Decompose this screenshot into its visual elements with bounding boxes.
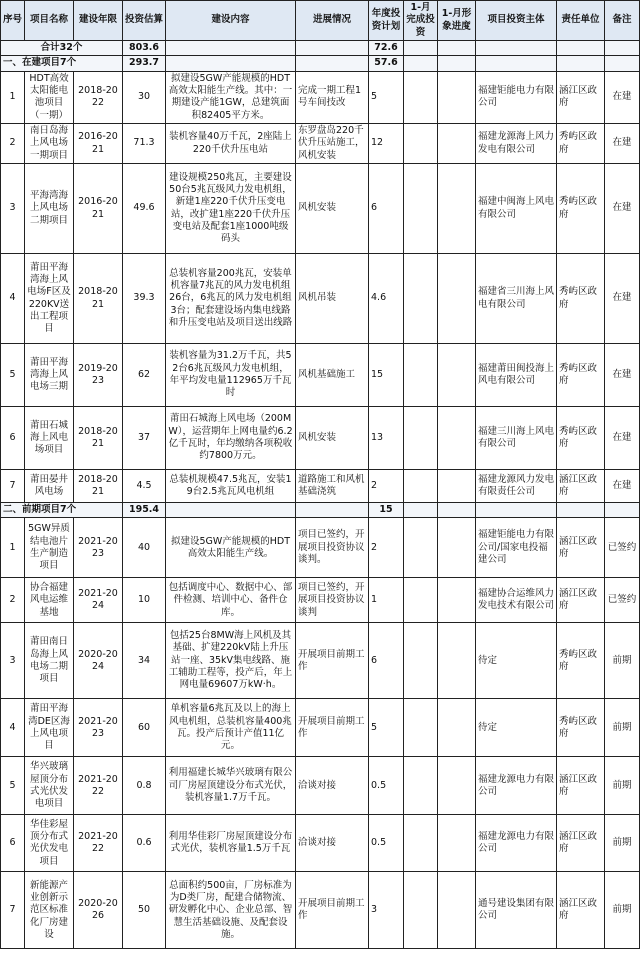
section-invest: 195.4: [123, 503, 166, 518]
section-invest: 293.7: [123, 56, 166, 71]
cell-unit: 涵江区政府: [557, 470, 605, 503]
header-done: 1-月完成投资: [404, 1, 438, 41]
cell-image: [438, 124, 476, 164]
table-row: [1, 872, 640, 949]
cell-done: [404, 254, 438, 344]
cell-done: [404, 344, 438, 407]
table-row: [1, 164, 640, 254]
cell-progress: 东罗盘岛220千伏升压站施工，风机安装: [296, 124, 369, 164]
cell-owner: 福建协合运维风力发电技术有限公司: [476, 578, 557, 623]
cell-image: [438, 872, 476, 949]
header-note: 备注: [605, 1, 640, 41]
header-unit: 责任单位: [557, 1, 605, 41]
cell-name: 莆田南日岛海上风电场二期项目: [25, 623, 74, 699]
cell-done: [404, 518, 438, 578]
cell-invest: 60: [123, 699, 166, 757]
header-seq: 序号: [1, 1, 25, 41]
cell-name: 莆田晏井风电场: [25, 470, 74, 503]
header-owner: 项目投资主体: [476, 1, 557, 41]
cell-unit: 涵江区政府: [557, 757, 605, 815]
cell-years: 2016-2021: [74, 124, 123, 164]
table-row: [1, 518, 640, 578]
cell-unit: 秀屿区政府: [557, 699, 605, 757]
cell-name: 协合福建风电运维基地: [25, 578, 74, 623]
cell-image: [438, 757, 476, 815]
table-row: [1, 407, 640, 470]
cell-done: [404, 164, 438, 254]
cell-unit: 秀屿区政府: [557, 623, 605, 699]
cell-invest: 49.6: [123, 164, 166, 254]
table-row: [1, 757, 640, 815]
cell-content: 拟建设5GW产能规模的HDT高效太阳能生产线。其中：一期建设产能1GW，总建筑面积82405平方米。: [166, 71, 296, 123]
cell-years: 2021-2024: [74, 578, 123, 623]
table-row: [1, 699, 640, 757]
cell-image: [438, 164, 476, 254]
section-row: [1, 503, 640, 518]
cell-progress: 风机安装: [296, 164, 369, 254]
cell-owner: 福建钜能电力有限公司/国家电投福建公司: [476, 518, 557, 578]
cell-content: 总面积约500亩，厂房标准为为D类厂房，配建合储物流、研发孵化中心、企业总部、智慧生活基础设施、及配套设施。: [166, 872, 296, 949]
cell-content: 单机容量6兆瓦及以上的海上风电机组，总装机容量400兆瓦。投产后预计产值11亿元。: [166, 699, 296, 757]
cell-progress: 项目已签约，开展项目投资协议谈判。: [296, 518, 369, 578]
header-progress: 进展情况: [296, 1, 369, 41]
table-row: [1, 124, 640, 164]
table-row: [1, 815, 640, 872]
cell-progress: 开展项目前期工作: [296, 699, 369, 757]
cell-name: 莆田石城海上风电场项目: [25, 407, 74, 470]
cell-content: 总装机规模47.5兆瓦，安装19台2.5兆瓦风电机组: [166, 470, 296, 503]
cell-years: 2020-2026: [74, 872, 123, 949]
cell-plan: 4.6: [369, 254, 404, 344]
cell-done: [404, 815, 438, 872]
cell-plan: 2: [369, 470, 404, 503]
cell-plan: 2: [369, 518, 404, 578]
cell-years: 2016-2021: [74, 164, 123, 254]
cell-invest: 40: [123, 518, 166, 578]
cell-content: 利用福建长城华兴玻璃有限公司厂房屋顶建设分布式光伏，装机容量1.7万千瓦。: [166, 757, 296, 815]
cell-name: 华佳彩屋顶分布式光伏发电项目: [25, 815, 74, 872]
cell-unit: 涵江区政府: [557, 578, 605, 623]
cell-owner: 福建三川海上风电有限公司: [476, 407, 557, 470]
total-plan: 72.6: [369, 41, 404, 56]
cell-invest: 39.3: [123, 254, 166, 344]
cell-years: 2018-2021: [74, 254, 123, 344]
cell-owner: 福建龙源海上风力发电有限公司: [476, 124, 557, 164]
cell-name: 莆田平海湾DE区海上风电项目: [25, 699, 74, 757]
section-label: 一、在建项目7个: [1, 56, 123, 71]
cell-image: [438, 623, 476, 699]
cell-note: 前期: [605, 623, 640, 699]
cell-note: 前期: [605, 872, 640, 949]
cell-note: 在建: [605, 254, 640, 344]
total-invest: 803.6: [123, 41, 166, 56]
cell-seq: 7: [1, 470, 25, 503]
cell-seq: 1: [1, 518, 25, 578]
cell-unit: 涵江区政府: [557, 518, 605, 578]
table-row: [1, 254, 640, 344]
cell-content: 包括调度中心、数据中心、部件检测、培训中心、备件仓库。: [166, 578, 296, 623]
cell-seq: 2: [1, 124, 25, 164]
cell-plan: 6: [369, 623, 404, 699]
cell-progress: 风机吊装: [296, 254, 369, 344]
cell-invest: 0.6: [123, 815, 166, 872]
cell-done: [404, 407, 438, 470]
cell-done: [404, 757, 438, 815]
header-image: 1-月形象进度: [438, 1, 476, 41]
cell-years: 2021-2022: [74, 757, 123, 815]
cell-invest: 37: [123, 407, 166, 470]
cell-image: [438, 344, 476, 407]
cell-owner: 福建莆田闽投海上风电有限公司: [476, 344, 557, 407]
cell-invest: 71.3: [123, 124, 166, 164]
cell-unit: 涵江区政府: [557, 71, 605, 123]
cell-done: [404, 578, 438, 623]
cell-note: 在建: [605, 344, 640, 407]
cell-years: 2021-2022: [74, 815, 123, 872]
header-content: 建设内容: [166, 1, 296, 41]
cell-invest: 30: [123, 71, 166, 123]
cell-unit: 秀屿区政府: [557, 254, 605, 344]
cell-invest: 0.8: [123, 757, 166, 815]
cell-name: 5GW异质结电池片生产制造项目: [25, 518, 74, 578]
cell-years: 2018-2021: [74, 407, 123, 470]
cell-seq: 7: [1, 872, 25, 949]
cell-progress: 完成一期工程1号车间技改: [296, 71, 369, 123]
cell-invest: 50: [123, 872, 166, 949]
cell-note: 在建: [605, 470, 640, 503]
cell-content: 建设规模250兆瓦，主要建设50台5兆瓦级风力发电机组，新建1座220千伏升压变电站，改扩建1座220千伏升压变电站及配套1座1000吨级码头: [166, 164, 296, 254]
cell-image: [438, 407, 476, 470]
cell-done: [404, 71, 438, 123]
cell-content: 总装机容量200兆瓦，安装单机容量7兆瓦的风力发电机组26台，6兆瓦的风力发电机组3台；配套建设场内集电线路和升压变电站及项目送出线路: [166, 254, 296, 344]
cell-progress: 洽谈对接: [296, 757, 369, 815]
cell-invest: 4.5: [123, 470, 166, 503]
cell-years: 2021-2023: [74, 518, 123, 578]
cell-note: 在建: [605, 124, 640, 164]
cell-owner: 待定: [476, 623, 557, 699]
cell-unit: 秀屿区政府: [557, 407, 605, 470]
cell-image: [438, 815, 476, 872]
cell-progress: 开展项目前期工作: [296, 872, 369, 949]
cell-owner: 福建龙源电力有限公司: [476, 757, 557, 815]
cell-content: 利用华佳彩厂房屋顶建设分布式光伏，装机容量1.5万千瓦: [166, 815, 296, 872]
cell-seq: 3: [1, 623, 25, 699]
cell-seq: 5: [1, 344, 25, 407]
cell-owner: 福建钜能电力有限公司: [476, 71, 557, 123]
cell-unit: 涵江区政府: [557, 815, 605, 872]
cell-seq: 1: [1, 71, 25, 123]
cell-progress: 道路施工和风机基础浇筑: [296, 470, 369, 503]
cell-image: [438, 578, 476, 623]
cell-seq: 4: [1, 699, 25, 757]
cell-progress: 风机基础施工: [296, 344, 369, 407]
table-row: [1, 578, 640, 623]
cell-owner: 福建省三川海上风电有限公司: [476, 254, 557, 344]
cell-seq: 2: [1, 578, 25, 623]
cell-plan: 0.5: [369, 757, 404, 815]
cell-name: 莆田平海湾海上风电场F区及220KV送出工程项目: [25, 254, 74, 344]
cell-years: 2020-2024: [74, 623, 123, 699]
cell-invest: 34: [123, 623, 166, 699]
cell-seq: 6: [1, 407, 25, 470]
cell-plan: 3: [369, 872, 404, 949]
header-invest: 投资估算: [123, 1, 166, 41]
cell-content: 装机容量40万千瓦，2座陆上220千伏升压电站: [166, 124, 296, 164]
table-row: [1, 344, 640, 407]
cell-content: 莆田石城海上风电场（200MW），运营期年上网电量约6.2亿千瓦时，年均缴纳各项税收约7800万元。: [166, 407, 296, 470]
cell-progress: 项目已签约，开展项目投资协议谈判: [296, 578, 369, 623]
cell-done: [404, 124, 438, 164]
table-row: [1, 71, 640, 123]
cell-content: 拟建设5GW产能规模的HDT高效太阳能生产线。: [166, 518, 296, 578]
cell-name: 南日岛海上风电场一期项目: [25, 124, 74, 164]
cell-name: 华兴玻璃屋顶分布式光伏发电项目: [25, 757, 74, 815]
cell-unit: 秀屿区政府: [557, 124, 605, 164]
header-years: 建设年限: [74, 1, 123, 41]
cell-plan: 15: [369, 344, 404, 407]
cell-note: 已签约: [605, 518, 640, 578]
cell-done: [404, 470, 438, 503]
cell-unit: 秀屿区政府: [557, 344, 605, 407]
cell-note: 在建: [605, 407, 640, 470]
cell-plan: 12: [369, 124, 404, 164]
section-row: [1, 56, 640, 71]
cell-progress: 风机安装: [296, 407, 369, 470]
cell-plan: 5: [369, 699, 404, 757]
cell-owner: 通号建设集团有限公司: [476, 872, 557, 949]
cell-image: [438, 71, 476, 123]
cell-years: 2018-2021: [74, 470, 123, 503]
cell-seq: 5: [1, 757, 25, 815]
cell-seq: 3: [1, 164, 25, 254]
cell-name: 平海湾海上风电场二期项目: [25, 164, 74, 254]
cell-note: 在建: [605, 71, 640, 123]
cell-years: 2018-2022: [74, 71, 123, 123]
cell-owner: 福建龙源风力发电有限责任公司: [476, 470, 557, 503]
cell-image: [438, 254, 476, 344]
cell-plan: 1: [369, 578, 404, 623]
cell-unit: 涵江区政府: [557, 872, 605, 949]
cell-done: [404, 872, 438, 949]
section-label: 二、前期项目7个: [1, 503, 123, 518]
cell-progress: 洽谈对接: [296, 815, 369, 872]
cell-invest: 10: [123, 578, 166, 623]
cell-note: 前期: [605, 815, 640, 872]
cell-done: [404, 623, 438, 699]
cell-name: 新能源产业创新示范区标准化厂房建设: [25, 872, 74, 949]
cell-plan: 6: [369, 164, 404, 254]
total-label: 合计32个: [1, 41, 123, 56]
cell-content: 包括25台8MW海上风机及其基础、扩建220kV陆上升压站一座、35kV集电线路、施工辅助工程等，投产后，年上网电量69607万kW·h。: [166, 623, 296, 699]
cell-invest: 62: [123, 344, 166, 407]
cell-content: 装机容量为31.2万千瓦，共52台6兆瓦级风力发电机组，年平均发电量112965万千瓦时: [166, 344, 296, 407]
cell-years: 2019-2023: [74, 344, 123, 407]
header-plan: 年度投资计划: [369, 1, 404, 41]
cell-note: 在建: [605, 164, 640, 254]
cell-done: [404, 699, 438, 757]
section-plan: 57.6: [369, 56, 404, 71]
cell-plan: 0.5: [369, 815, 404, 872]
cell-progress: 开展项目前期工作: [296, 623, 369, 699]
cell-note: 已签约: [605, 578, 640, 623]
header-name: 项目名称: [25, 1, 74, 41]
cell-years: 2021-2023: [74, 699, 123, 757]
cell-seq: 4: [1, 254, 25, 344]
cell-note: 前期: [605, 699, 640, 757]
cell-plan: 13: [369, 407, 404, 470]
header-row: [1, 1, 640, 41]
cell-plan: 5: [369, 71, 404, 123]
total-row: [1, 41, 640, 56]
cell-owner: 待定: [476, 699, 557, 757]
section-plan: 15: [369, 503, 404, 518]
cell-image: [438, 699, 476, 757]
cell-name: 莆田平海湾海上风电场三期: [25, 344, 74, 407]
table-row: [1, 623, 640, 699]
cell-image: [438, 518, 476, 578]
cell-unit: 秀屿区政府: [557, 164, 605, 254]
cell-seq: 6: [1, 815, 25, 872]
cell-owner: 福建龙源电力有限公司: [476, 815, 557, 872]
table-row: [1, 470, 640, 503]
cell-owner: 福建中闽海上风电有限公司: [476, 164, 557, 254]
cell-name: HDT高效太阳能电池项目（一期）: [25, 71, 74, 123]
cell-note: 前期: [605, 757, 640, 815]
cell-image: [438, 470, 476, 503]
